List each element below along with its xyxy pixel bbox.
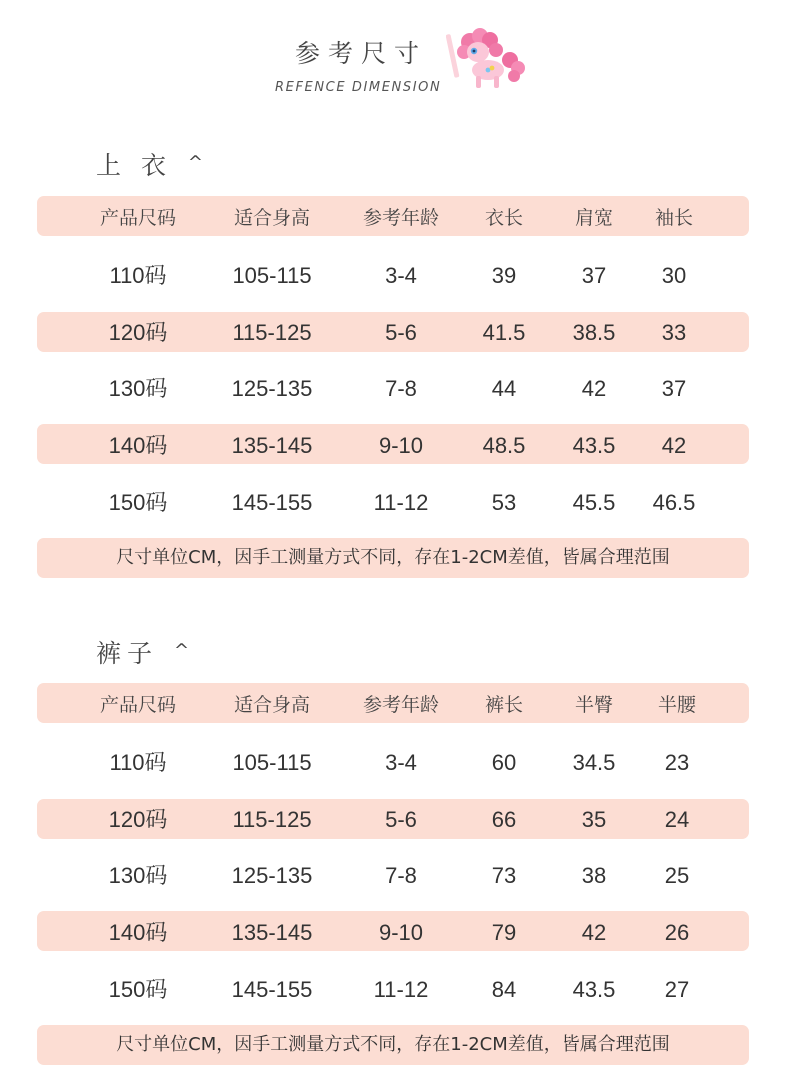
cell-length: 48.5 — [482, 433, 526, 458]
cell-age: 9-10 — [378, 920, 424, 945]
cell-shoulder: 38.5 — [572, 320, 616, 345]
cell-size: 110码 — [109, 263, 167, 288]
col-size: 产品尺码 — [99, 694, 177, 716]
cell-size: 130码 — [108, 376, 168, 401]
col-age: 参考年龄 — [362, 207, 440, 229]
page-title: 参考尺寸 — [295, 39, 428, 68]
pants-header-row — [0, 685, 790, 725]
cell-age: 5-6 — [385, 320, 417, 345]
cell-half-hip: 35 — [581, 807, 607, 832]
cell-length: 39 — [491, 263, 517, 288]
cell-half-waist: 25 — [664, 863, 690, 888]
cell-size: 130码 — [108, 863, 168, 888]
table-row — [0, 913, 790, 953]
cell-length: 53 — [491, 490, 517, 515]
col-age: 参考年龄 — [362, 694, 440, 716]
cell-height: 145-155 — [231, 977, 313, 1002]
cell-half-waist: 27 — [664, 977, 690, 1002]
col-half-waist: 半腰 — [657, 694, 697, 716]
cell-sleeve: 30 — [661, 263, 687, 288]
cell-height: 135-145 — [231, 433, 313, 458]
table-row — [0, 970, 790, 1010]
cell-half-waist: 23 — [664, 750, 690, 775]
table-row — [0, 856, 790, 896]
cell-height: 125-135 — [231, 863, 313, 888]
page-subtitle: REFENCE DIMENSION — [275, 80, 442, 95]
cell-size: 140码 — [108, 920, 168, 945]
cell-half-hip: 43.5 — [572, 977, 616, 1002]
table-row — [0, 313, 790, 353]
cell-age: 11-12 — [373, 490, 429, 515]
cell-height: 145-155 — [231, 490, 313, 515]
pants-caret-icon[interactable]: ^ — [173, 640, 190, 661]
cell-half-waist: 26 — [664, 920, 690, 945]
cell-length: 44 — [491, 376, 517, 401]
cell-height: 105-115 — [232, 750, 312, 775]
cell-size: 150码 — [108, 490, 168, 515]
cell-age: 7-8 — [385, 863, 417, 888]
tops-section-title — [96, 146, 203, 182]
col-size: 产品尺码 — [99, 207, 177, 229]
cell-half-hip: 42 — [581, 920, 607, 945]
cell-sleeve: 42 — [661, 433, 687, 458]
cell-height: 135-145 — [231, 920, 313, 945]
cell-pants-length: 79 — [491, 920, 517, 945]
cell-pants-length: 66 — [491, 807, 517, 832]
cell-size: 140码 — [108, 433, 168, 458]
cell-age: 5-6 — [385, 807, 417, 832]
tops-header-row — [0, 198, 790, 238]
col-shoulder: 肩宽 — [574, 207, 614, 229]
cell-sleeve: 33 — [661, 320, 687, 345]
col-pants-length: 裤长 — [484, 694, 524, 716]
cell-age: 7-8 — [385, 376, 417, 401]
table-row — [0, 426, 790, 466]
tops-caret-icon[interactable]: ^ — [187, 152, 203, 173]
pants-note: 尺寸单位CM，因手工测量方式不同，存在1-2CM差值，皆属合理范围 — [116, 1034, 670, 1055]
cell-half-hip: 34.5 — [572, 750, 616, 775]
cell-pants-length: 60 — [491, 750, 517, 775]
col-height: 适合身高 — [233, 207, 311, 229]
cell-shoulder: 37 — [581, 263, 607, 288]
cell-pants-length: 84 — [491, 977, 517, 1002]
col-height: 适合身高 — [233, 694, 311, 716]
cell-shoulder: 43.5 — [572, 433, 616, 458]
page-header — [0, 0, 790, 110]
table-row — [0, 369, 790, 409]
tops-title-text: 上 衣 — [96, 151, 172, 180]
cell-size: 120码 — [108, 807, 168, 832]
cell-age: 3-4 — [385, 750, 417, 775]
cell-half-waist: 24 — [664, 807, 690, 832]
cell-size: 110码 — [109, 750, 167, 775]
pink-pony-icon — [446, 26, 534, 92]
cell-length: 41.5 — [482, 320, 526, 345]
pants-section-title — [96, 634, 189, 670]
tops-note: 尺寸单位CM，因手工测量方式不同，存在1-2CM差值，皆属合理范围 — [116, 547, 670, 568]
cell-size: 150码 — [108, 977, 168, 1002]
cell-age: 3-4 — [385, 263, 417, 288]
cell-sleeve: 46.5 — [652, 490, 696, 515]
col-half-hip: 半臀 — [574, 694, 614, 716]
cell-shoulder: 42 — [581, 376, 607, 401]
cell-age: 11-12 — [373, 977, 429, 1002]
col-sleeve: 袖长 — [654, 207, 694, 229]
pants-title-text: 裤子 — [96, 639, 159, 668]
table-row — [0, 483, 790, 523]
col-length: 衣长 — [484, 207, 524, 229]
cell-shoulder: 45.5 — [572, 490, 616, 515]
cell-sleeve: 37 — [661, 376, 687, 401]
table-row — [0, 800, 790, 840]
cell-size: 120码 — [108, 320, 168, 345]
cell-height: 115-125 — [232, 807, 312, 832]
table-row — [0, 743, 790, 783]
cell-height: 105-115 — [232, 263, 312, 288]
cell-height: 115-125 — [232, 320, 312, 345]
cell-half-hip: 38 — [581, 863, 607, 888]
table-row — [0, 256, 790, 296]
cell-pants-length: 73 — [491, 863, 517, 888]
cell-age: 9-10 — [378, 433, 424, 458]
cell-height: 125-135 — [231, 376, 313, 401]
